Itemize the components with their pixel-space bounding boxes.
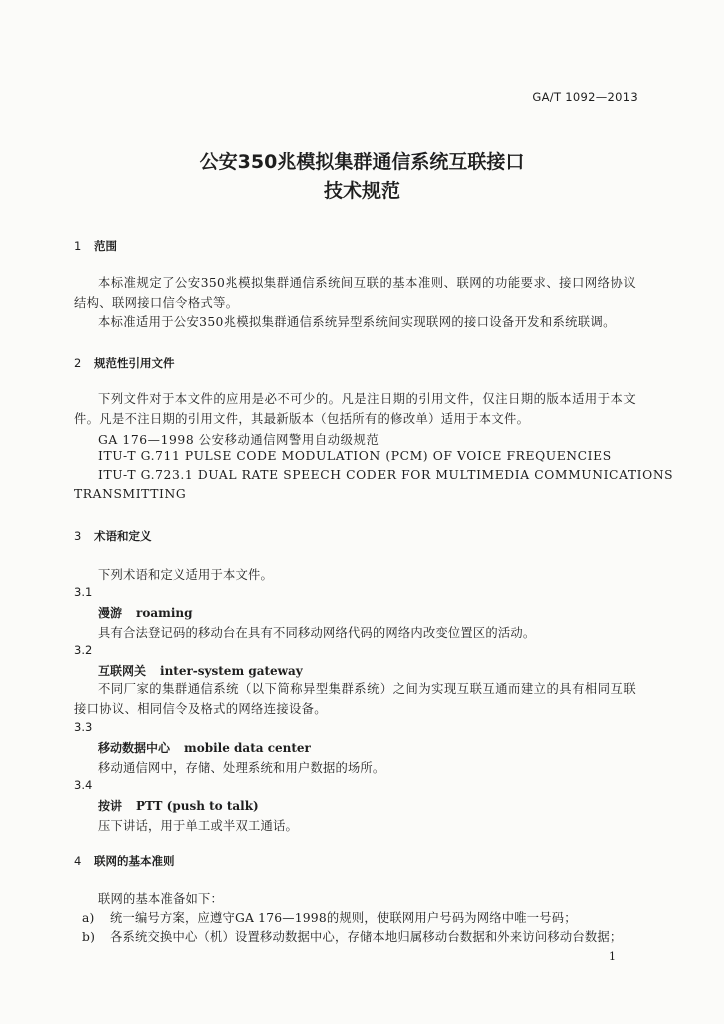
standard-code: GA/T 1092—2013 <box>532 90 638 104</box>
section-number: 2 <box>74 356 82 370</box>
term-en: inter-system gateway <box>160 664 303 678</box>
term-cn: 移动数据中心 <box>98 741 171 755</box>
term-heading <box>98 662 303 679</box>
list-item <box>82 927 622 945</box>
section-heading-normative-references <box>74 355 175 371</box>
list-text: 各系统交换中心（机）设置移动数据中心，存储本地归属移动台数据和外来访问移动台数据； <box>110 930 623 944</box>
paragraph: 本标准规定了公安350兆模拟集群通信系统间互联的基本准则、联网的功能要求、接口网络协议结构、联网接口信令格式等。 <box>74 276 636 310</box>
section-title: 范围 <box>94 239 117 253</box>
section-title: 术语和定义 <box>94 529 152 543</box>
paragraph: 下列术语和定义适用于本文件。 <box>98 568 273 582</box>
section-title: 规范性引用文件 <box>94 356 175 370</box>
term-en: PTT (push to talk) <box>136 799 259 813</box>
term-definition: 压下讲话，用于单工或半双工通话。 <box>98 819 298 833</box>
section-heading-scope <box>74 238 117 254</box>
section-title: 联网的基本准则 <box>94 854 175 868</box>
list-label: a) <box>82 911 95 925</box>
term-heading <box>98 739 311 756</box>
list-item <box>82 908 577 926</box>
term-en: mobile data center <box>184 741 311 755</box>
term-number: 3.1 <box>74 585 93 599</box>
page-number: 1 <box>609 950 616 963</box>
section-number: 4 <box>74 854 82 868</box>
term-number: 3.3 <box>74 720 93 734</box>
paragraph: 下列文件对于本文件的应用是必不可少的。凡是注日期的引用文件，仅注日期的版本适用于本文件。凡是不注日期的引用文件，其最新版本（包括所有的修改单）适用于本文件。 <box>74 392 636 426</box>
paragraph: 联网的基本准备如下： <box>98 892 223 906</box>
document-title <box>0 148 724 206</box>
reference-item: ITU-T G.723.1 DUAL RATE SPEECH CODER FOR MULTIMEDIA COMMUNICATIONS <box>98 468 674 482</box>
term-number: 3.2 <box>74 643 93 657</box>
section-number: 1 <box>74 239 82 253</box>
paragraph: 本标准适用于公安350兆模拟集群通信系统异型系统间实现联网的接口设备开发和系统联调。 <box>98 315 616 329</box>
reference-item: GA 176—1998 公安移动通信网警用自动级规范 <box>98 433 380 447</box>
term-heading <box>98 604 193 621</box>
term-cn: 按讲 <box>98 799 123 813</box>
term-cn: 漫游 <box>98 606 123 620</box>
reference-continuation: TRANSMITTING <box>74 487 187 501</box>
term-definition: 移动通信网中，存储、处理系统和用户数据的场所。 <box>98 761 386 775</box>
reference-item: ITU-T G.711 PULSE CODE MODULATION (PCM) OF VOICE FREQUENCIES <box>98 449 612 463</box>
title-line-1: 公安350兆模拟集群通信系统互联接口 <box>199 151 525 173</box>
title-line-2: 技术规范 <box>323 180 400 202</box>
section-heading-basic-principles <box>74 853 175 869</box>
term-definition: 不同厂家的集群通信系统（以下简称异型集群系统）之间为实现互联互通而建立的具有相同互联接口协议、相同信令及格式的网络连接设备。 <box>74 682 636 716</box>
term-cn: 互联网关 <box>98 664 147 678</box>
section-number: 3 <box>74 529 82 543</box>
term-definition: 具有合法登记码的移动台在具有不同移动网络代码的网络内改变位置区的活动。 <box>98 626 536 640</box>
term-en: roaming <box>136 606 193 620</box>
section-heading-terms <box>74 528 152 544</box>
term-heading <box>98 797 259 814</box>
list-text: 统一编号方案，应遵守GA 176—1998的规则，使联网用户号码为网络中唯一号码； <box>110 911 577 925</box>
list-label: b) <box>82 930 96 944</box>
term-number: 3.4 <box>74 778 93 792</box>
